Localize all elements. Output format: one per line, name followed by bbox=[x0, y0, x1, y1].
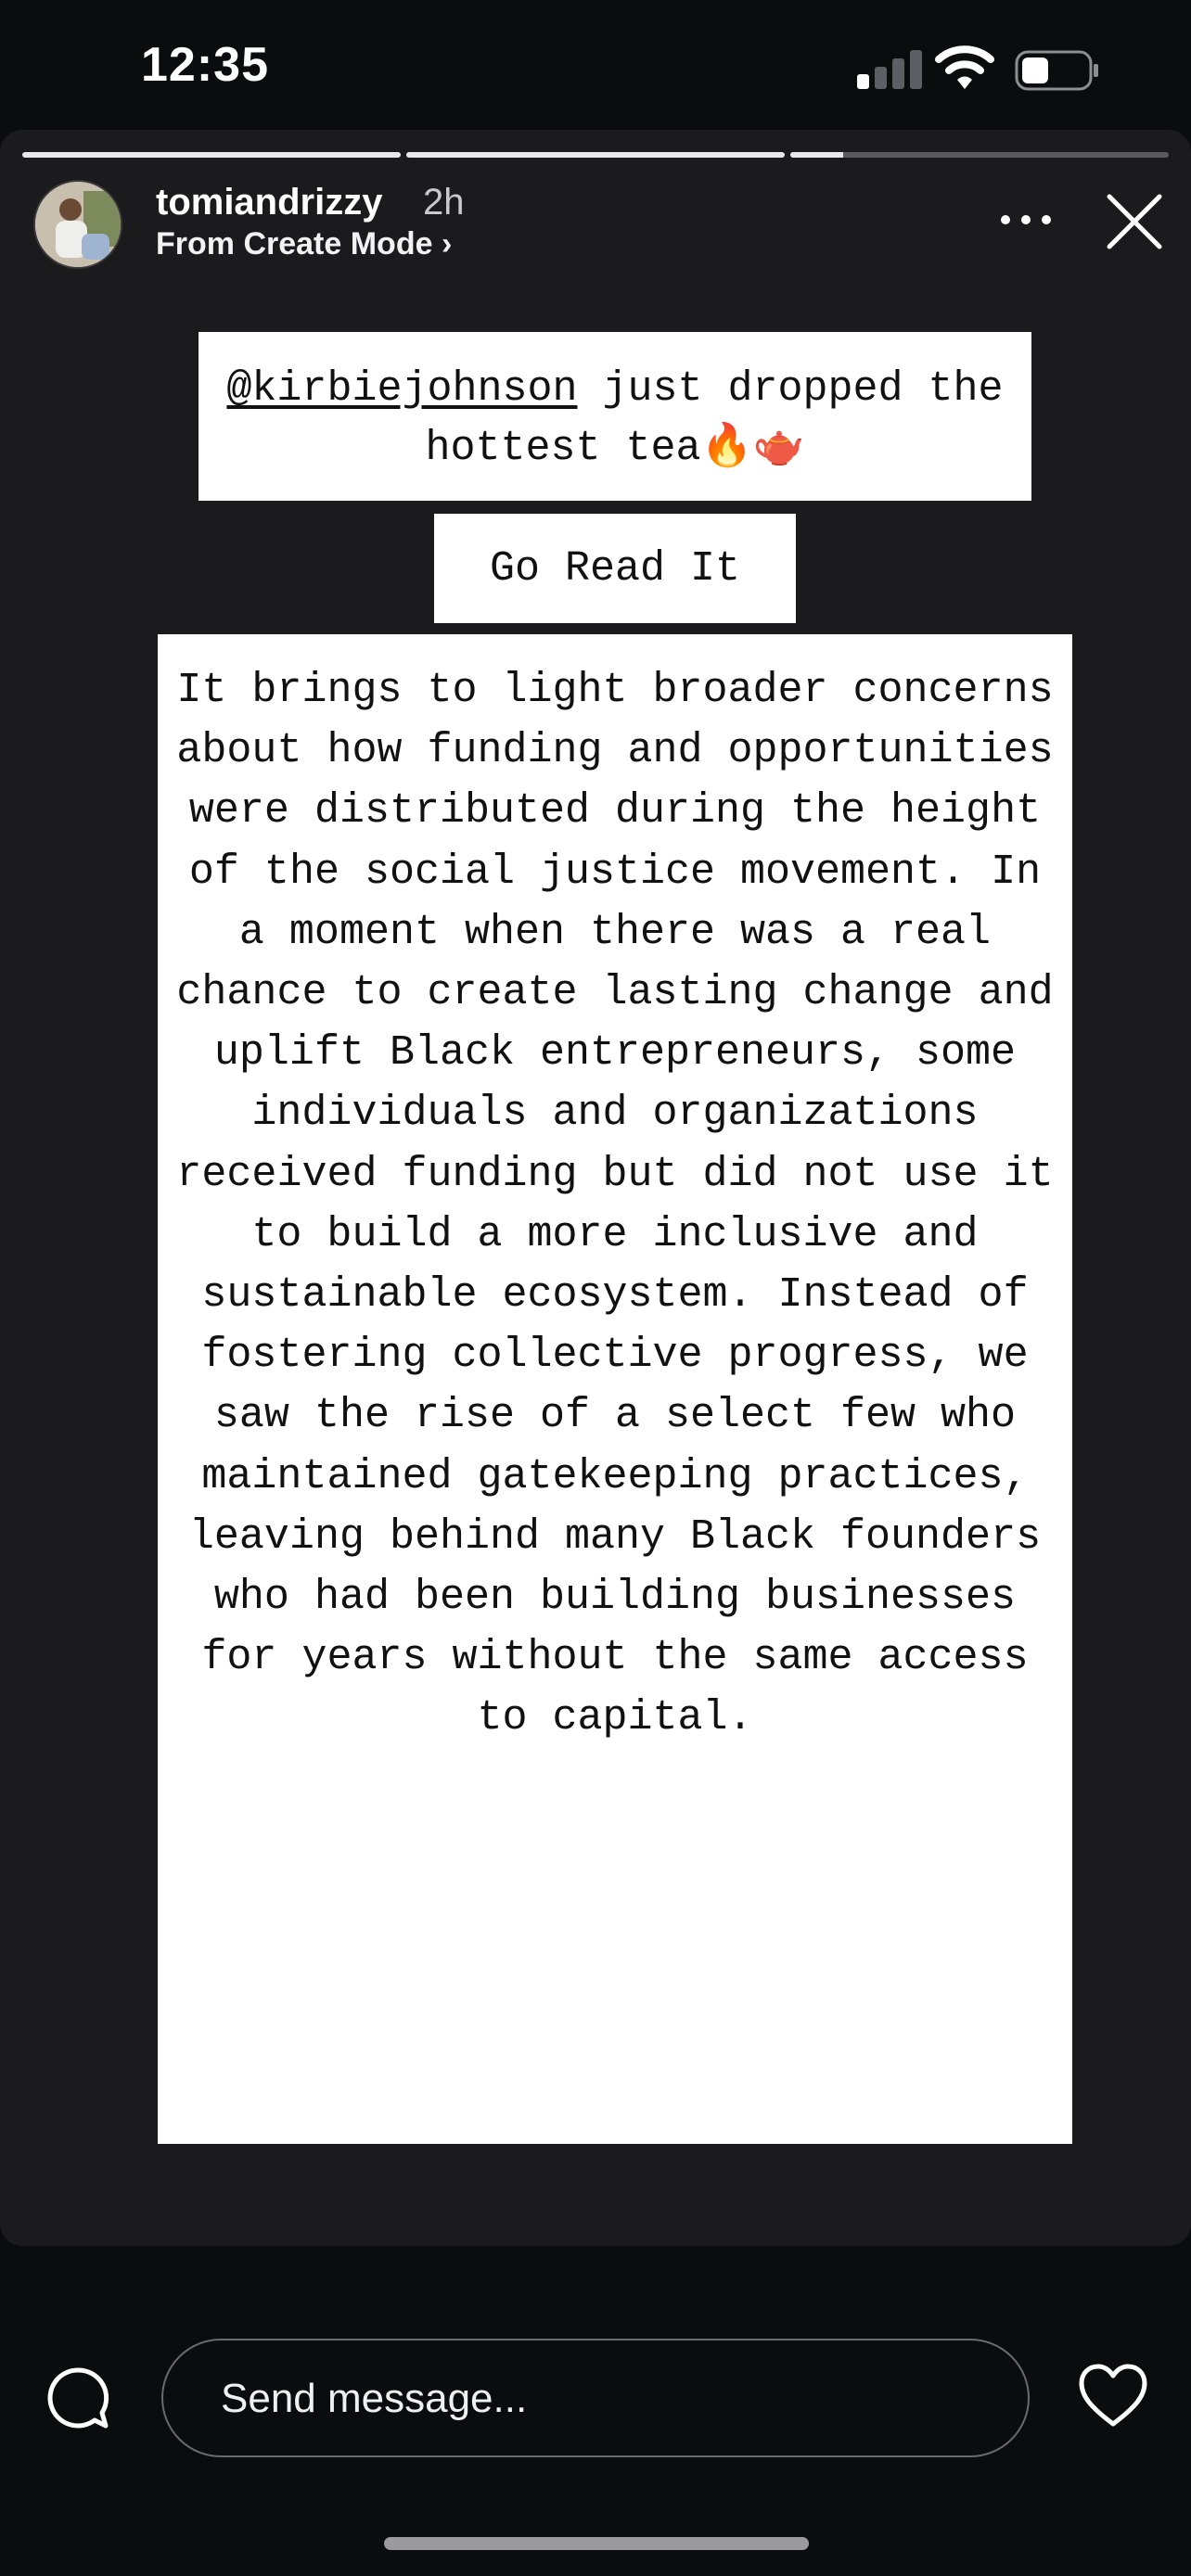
progress-fill bbox=[790, 152, 843, 158]
caption-text: just dropped the hottest tea🔥🫖 bbox=[425, 365, 1004, 472]
progress-fill bbox=[22, 152, 401, 158]
caption-text-box bbox=[198, 332, 1031, 501]
more-options-icon[interactable] bbox=[996, 206, 1056, 234]
story-progress-segment bbox=[406, 152, 785, 158]
create-mode-link[interactable]: From Create Mode › bbox=[156, 226, 453, 261]
progress-fill bbox=[406, 152, 785, 158]
story-progress-segment bbox=[790, 152, 1169, 158]
go-read-it-label bbox=[434, 514, 796, 623]
story-body-text-box bbox=[158, 634, 1072, 2144]
go-read-it-text: Go Read It bbox=[489, 545, 741, 593]
wifi-icon bbox=[935, 41, 994, 91]
story-username[interactable]: tomiandrizzy bbox=[156, 182, 383, 223]
cellular-signal-icon bbox=[857, 46, 922, 89]
status-bar bbox=[0, 0, 1191, 130]
send-message-placeholder: Send message... bbox=[221, 2376, 528, 2421]
mention-link[interactable]: @kirbiejohnson bbox=[226, 365, 578, 413]
avatar[interactable] bbox=[33, 180, 122, 269]
story-time-ago: 2h bbox=[423, 182, 465, 223]
battery-icon bbox=[1015, 50, 1100, 91]
chat-bubble-icon[interactable] bbox=[45, 2365, 111, 2431]
heart-icon[interactable] bbox=[1078, 2363, 1148, 2429]
status-time: 12:35 bbox=[141, 38, 269, 92]
story-card[interactable] bbox=[0, 130, 1191, 2246]
story-progress-segment bbox=[22, 152, 401, 158]
home-indicator[interactable] bbox=[384, 2537, 809, 2550]
send-message-input[interactable] bbox=[161, 2339, 1030, 2457]
story-body-text: It brings to light broader concerns about how funding and opportunities were distributed during the height of the social justice movement. In a moment when there was a real chance to create lasting change and uplift Black entrepreneurs, some individuals and organizations received funding but did not use it to build a more inclusive and sustainable ecosystem. Instead of fostering collective progress, we saw the rise of a select few who maintained gatekeeping practices, leaving behind many Black founders who had been building businesses for years without the same access to capital. bbox=[176, 667, 1054, 1742]
close-icon[interactable] bbox=[1104, 191, 1165, 252]
